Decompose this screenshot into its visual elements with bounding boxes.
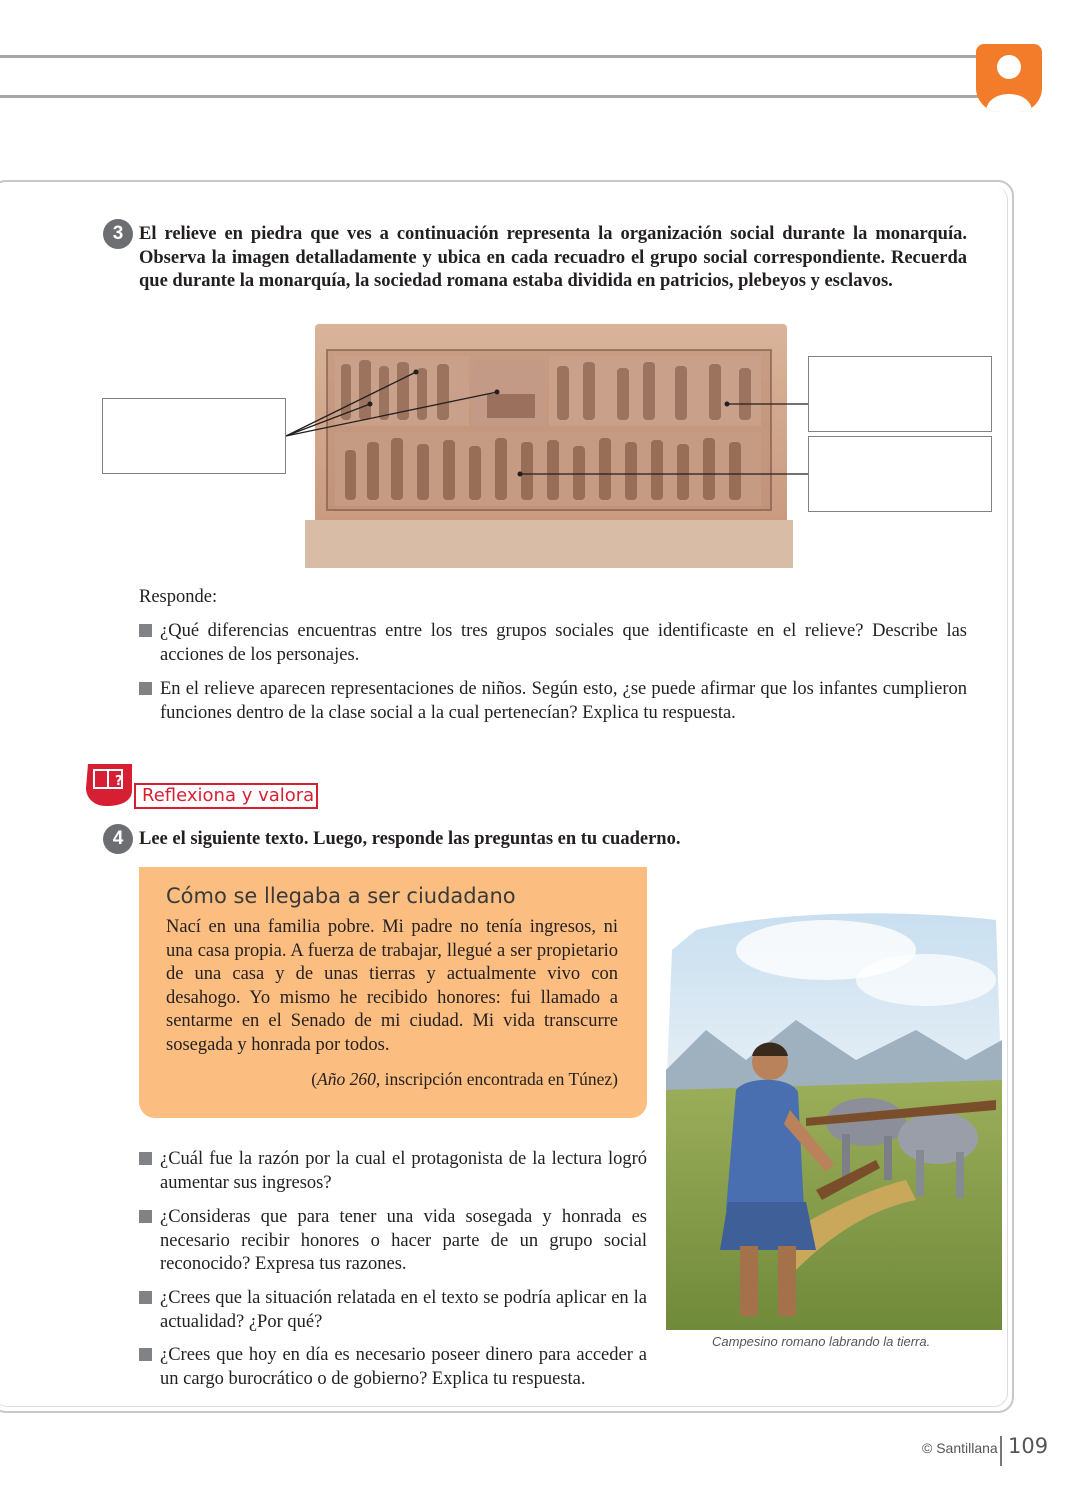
activity-4-question-4: ¿Crees que hoy en día es necesario poseer dinero para acceder a un cargo burocrático o de gobierno? Explica tu respuesta. — [139, 1344, 647, 1391]
roman-farmer-illustration — [666, 910, 1002, 1330]
reading-source: (Año 260, inscripción encontrada en Túnez) — [311, 1069, 618, 1089]
bullet-square-icon — [139, 1291, 152, 1304]
activity-3-question-1: ¿Qué diferencias encuentras entre los tres grupos sociales que identificaste en el relieve? Describe las acciones de los personajes. — [139, 620, 967, 667]
illustration-caption: Campesino romano labrando la tierra. — [712, 1334, 931, 1349]
reading-source-place: , inscripción encontrada en Túnez) — [375, 1069, 618, 1089]
reading-title: Cómo se llegaba a ser ciudadano — [166, 884, 516, 908]
publisher-credit: © Santillana — [922, 1440, 998, 1456]
reading-body: Nací en una familia pobre. Mi padre no tenía ingresos, ni una casa propia. A fuerza de trabajar, llegué a ser propietario de una casa y de unas tierras y actualmente vivo con desahogo. Yo mismo he recibido honores: fui llamado a sentarme en el Senado de mi ciudad. Mi vida transcurre sosegada y honrada por todos. — [166, 917, 618, 1055]
bullet-square-icon — [139, 1152, 152, 1165]
activity-4-question-2: ¿Consideras que para tener una vida sosegada y honrada es necesario recibir honores o hacer parte de un grupo social reconocido? Expresa tus razones. — [139, 1206, 647, 1277]
activity-4-prompt: Lee el siguiente texto. Luego, responde las preguntas en tu cuaderno. — [139, 829, 681, 849]
activity-3-number: 3 — [103, 219, 133, 249]
page-number: 109 — [1008, 1434, 1049, 1458]
activity-3-prompt: El relieve en piedra que ves a continuación representa la organización social durante la monarquía. Observa la imagen detalladamente y ubica en cada recuadro el grupo social correspondiente. Recuerda que durante la monarquía, la sociedad romana estaba dividida en patricios, plebeyos y esclavos. — [139, 224, 967, 291]
reflect-book-icon — [84, 760, 136, 808]
bullet-square-icon — [139, 682, 152, 695]
bullet-square-icon — [139, 1210, 152, 1223]
section-label-reflexiona: Reflexiona y valora — [134, 783, 318, 809]
activity-3-question-2: En el relieve aparecen representaciones de niños. Según esto, ¿se puede afirmar que los infantes cumplieron funciones dentro de la clase social a la cual pertenecían? Explica tu respuesta. — [139, 678, 967, 725]
answer-box-right-bottom[interactable] — [808, 436, 992, 512]
footer-divider — [1000, 1436, 1002, 1466]
activity-4-question-3: ¿Crees que la situación relatada en el texto se podría aplicar en la actualidad? ¿Por qué? — [139, 1287, 647, 1334]
activity-4-number: 4 — [103, 824, 133, 854]
reading-source-year: Año 260 — [317, 1069, 376, 1089]
answer-box-right-top[interactable] — [808, 356, 992, 432]
bullet-square-icon — [139, 1348, 152, 1361]
bullet-square-icon — [139, 624, 152, 637]
activity-4-question-1: ¿Cuál fue la razón por la cual el protagonista de la lectura logró aumentar sus ingresos? — [139, 1148, 647, 1195]
answer-box-left[interactable] — [102, 398, 286, 474]
svg-text:?: ? — [115, 774, 123, 789]
respond-label: Responde: — [139, 587, 218, 607]
